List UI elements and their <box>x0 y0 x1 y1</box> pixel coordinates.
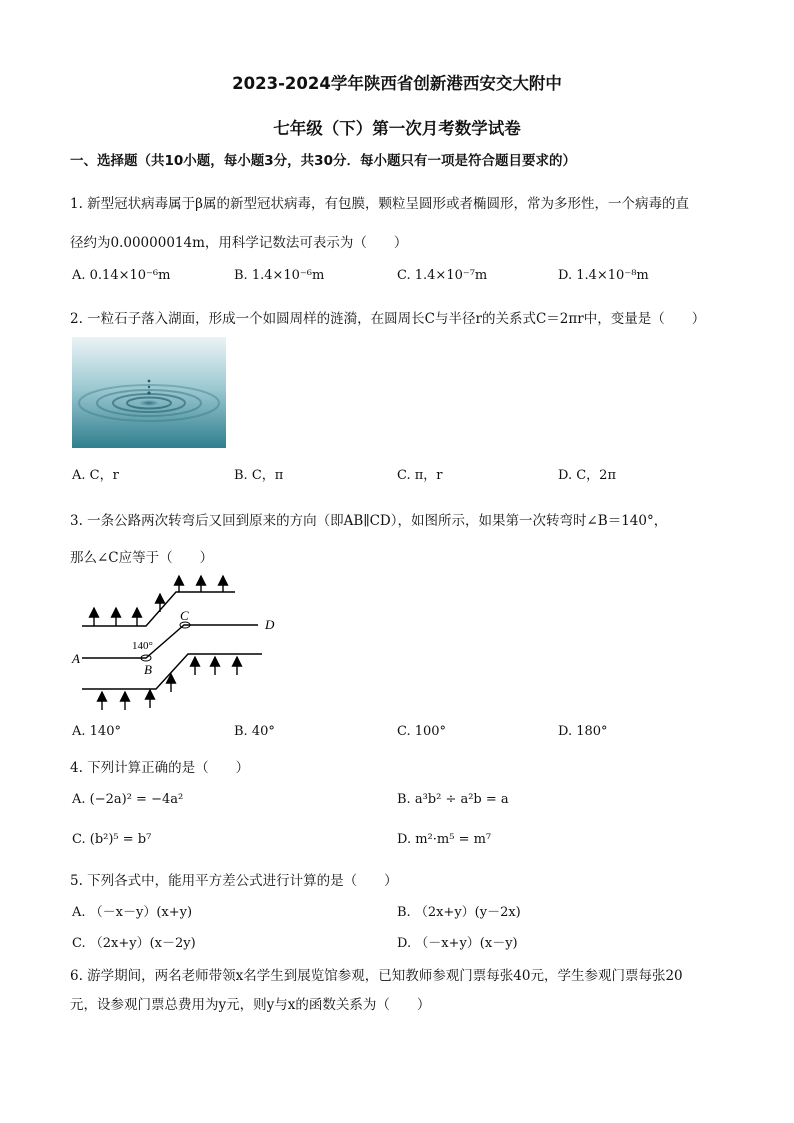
q3-line-1: 3. 一条公路两次转弯后又回到原来的方向（即AB∥CD），如图所示，如果第一次转弯时∠B＝140°， <box>70 513 668 529</box>
label-c: C <box>180 608 189 623</box>
q5-option-c: C. （2x+y）(x－2y) <box>72 936 196 951</box>
q1-option-c: C. 1.4×10⁻⁷m <box>397 268 488 283</box>
q2-option-a: A. C，r <box>72 468 119 483</box>
q3-option-c: C. 100° <box>397 724 447 739</box>
section-heading: 一、选择题（共10小题，每小题3分，共30分．每小题只有一项是符合题目要求的） <box>70 153 576 169</box>
q1-option-d: D. 1.4×10⁻⁸m <box>558 268 649 283</box>
title-line-2: 七年级（下）第一次月考数学试卷 <box>273 119 521 138</box>
q5-option-a: A. （－x－y）(x+y) <box>72 905 193 920</box>
q3-line-2: 那么∠C应等于（ ） <box>70 550 214 566</box>
label-d: D <box>265 617 275 632</box>
q6-line-2: 元，设参观门票总费用为y元，则y与x的函数关系为（ ） <box>70 997 431 1013</box>
q5-line-1: 5. 下列各式中，能用平方差公式进行计算的是（ ） <box>70 873 398 889</box>
q1-line-2: 径约为0.00000014m，用科学记数法可表示为（ ） <box>70 235 408 251</box>
road-turn-diagram <box>70 570 290 710</box>
q3-option-a: A. 140° <box>72 724 121 739</box>
road-edge-top <box>82 592 235 626</box>
q2-option-c: C. π，r <box>397 468 443 483</box>
q6-line-1: 6. 游学期间，两名老师带领x名学生到展览馆参观，已知教师参观门票每张40元，学生参观门票每张20 <box>70 968 683 984</box>
q5-option-d: D. （－x+y）(x－y) <box>397 936 518 951</box>
q1-option-a: A. 0.14×10⁻⁶m <box>72 268 171 283</box>
q4-line-1: 4. 下列计算正确的是（ ） <box>70 760 250 776</box>
q4-option-b: B. a³b² ÷ a²b = a <box>397 792 509 807</box>
q4-option-c: C. (b²)⁵ = b⁷ <box>72 832 152 847</box>
label-a: A <box>72 651 80 666</box>
q5-option-b: B. （2x+y）(y－2x) <box>397 905 521 920</box>
q3-option-d: D. 180° <box>558 724 608 739</box>
q4-option-d: D. m²·m⁵ = m⁷ <box>397 832 492 847</box>
label-b: B <box>144 662 152 677</box>
road-center-line <box>82 625 258 658</box>
q4-option-a: A. (−2a)² = −4a² <box>72 792 184 807</box>
q2-option-b: B. C，π <box>234 468 284 483</box>
q2-line-1: 2. 一粒石子落入湖面，形成一个如圆周样的涟漪，在圆周长C与半径r的关系式C＝2πr中，变量是（ ） <box>70 311 706 327</box>
q1-option-b: B. 1.4×10⁻⁶m <box>234 268 325 283</box>
q3-option-b: B. 40° <box>234 724 275 739</box>
q2-option-d: D. C，2π <box>558 468 616 483</box>
q1-line-1: 1. 新型冠状病毒属于β属的新型冠状病毒，有包膜，颗粒呈圆形或者椭圆形，常为多形性，一个病毒的直 <box>70 196 689 212</box>
water-ripple-image <box>72 337 226 448</box>
title-line-1: 2023-2024学年陕西省创新港西安交大附中 <box>232 74 562 93</box>
road-edge-bottom <box>82 654 262 689</box>
angle-label-140: 140° <box>132 640 153 652</box>
